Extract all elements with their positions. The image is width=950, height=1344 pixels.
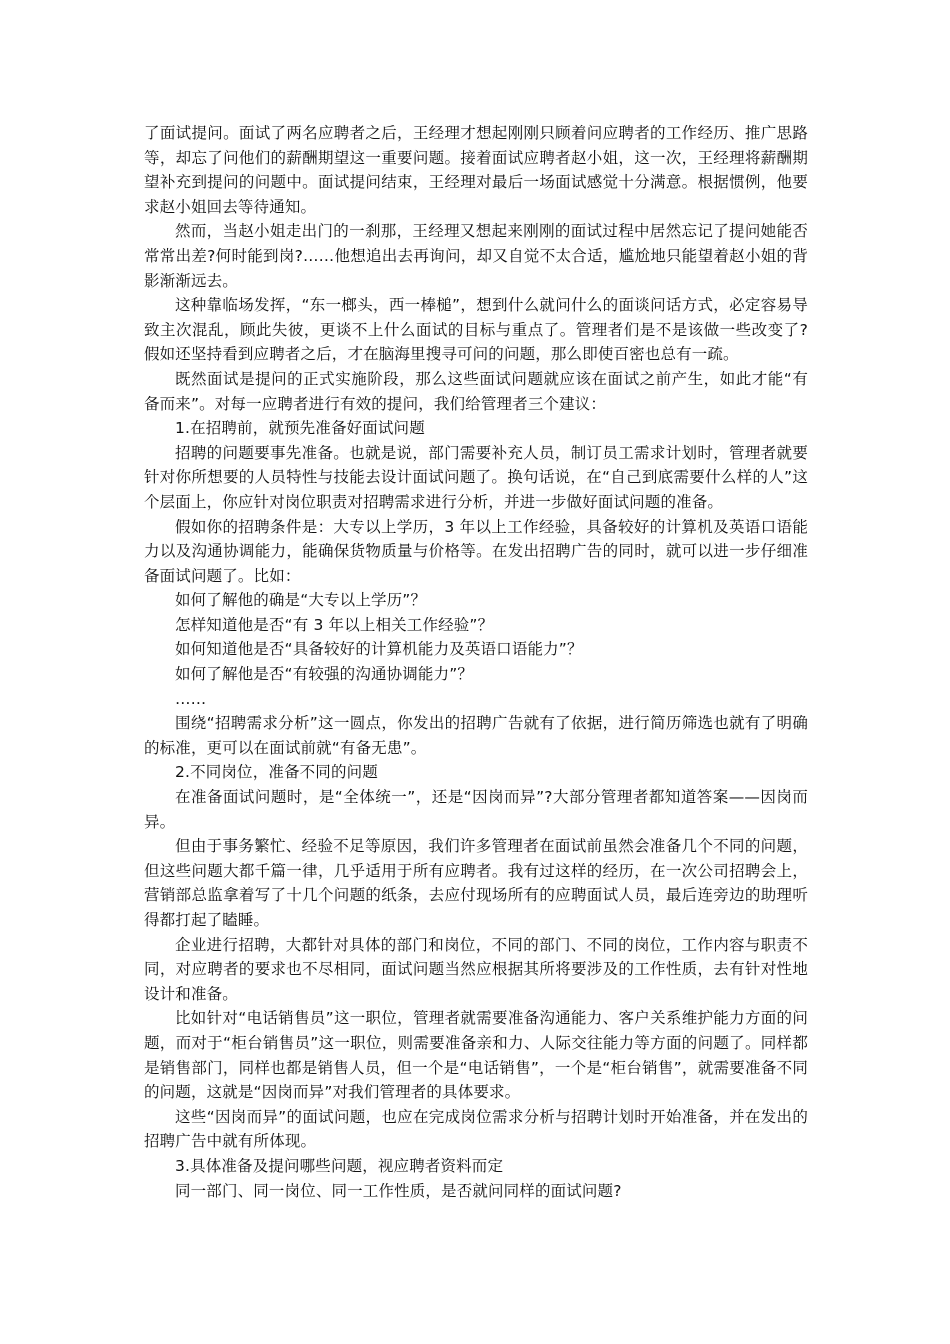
question-item: 如何了解他的确是“大专以上学历”？ <box>175 591 427 610</box>
section-heading: 3.具体准备及提问哪些问题，视应聘者资料而定 <box>175 1156 504 1175</box>
question-item: 怎样知道他是否“有 3 年以上相关工作经验”？ <box>175 615 494 634</box>
paragraph: 企业进行招聘，大都针对具体的部门和岗位，不同的部门、不同的岗位，工作内容与职责不同，对应聘者的要求也不尽相同，面试问题当然应根据其所将要涉及的工作性质，去有针对性地设计和准备。 <box>144 935 808 1003</box>
section-heading: 1.在招聘前，就预先准备好面试问题 <box>175 419 425 438</box>
paragraph: 了面试提问。面试了两名应聘者之后，王经理才想起刚刚只顾着问应聘者的工作经历、推广思路等，却忘了问他们的薪酬期望这一重要问题。接着面试应聘者赵小姐，这一次，王经理将薪酬期望补充到提问的问题中。面试提问结束，王经理对最后一场面试感觉十分满意。根据惯例，他要求赵小姐回去等待通知。 <box>144 124 808 216</box>
paragraph: 假如你的招聘条件是：大专以上学历，3 年以上工作经验，具备较好的计算机及英语口语能力以及沟通协调能力，能确保货物质量与价格等。在发出招聘广告的同时，就可以进一步仔细准备面试问题了。比如： <box>144 517 808 585</box>
paragraph: 招聘的问题要事先准备。也就是说，部门需要补充人员，制订员工需求计划时，管理者就要针对你所想要的人员特性与技能去设计面试问题了。换句话说，在“自己到底需要什么样的人”这个层面上，你应针对岗位职责对招聘需求进行分析，并进一步做好面试问题的准备。 <box>144 443 808 511</box>
document-page <box>144 121 808 1203</box>
question-item: 如何了解他是否“有较强的沟通协调能力”？ <box>175 665 474 684</box>
paragraph: 比如针对“电话销售员”这一职位，管理者就需要准备沟通能力、客户关系维护能力方面的问题，而对于“柜台销售员”这一职位，则需要准备亲和力、人际交往能力等方面的问题了。同样都是销售部门，同样也都是销售人员，但一个是“电话销售”，一个是“柜台销售”，就需要准备不同的问题，这就是“因岗而异”对我们管理者的具体要求。 <box>144 1009 808 1102</box>
paragraph: 但由于事务繁忙、经验不足等原因，我们许多管理者在面试前虽然会准备几个不同的问题，但这些问题大都千篇一律，几乎适用于所有应聘者。我有过这样的经历，在一次公司招聘会上，营销部总监拿着写了十几个问题的纸条，去应付现场所有的应聘面试人员，最后连旁边的助理听得都打起了瞌睡。 <box>144 837 808 929</box>
paragraph: 这些“因岗而异”的面试问题，也应在完成岗位需求分析与招聘计划时开始准备，并在发出的招聘广告中就有所体现。 <box>144 1107 808 1151</box>
paragraph: 既然面试是提问的正式实施阶段，那么这些面试问题就应该在面试之前产生，如此才能“有备而来”。对每一应聘者进行有效的提问，我们给管理者三个建议： <box>144 369 808 413</box>
question-item: 如何知道他是否“具备较好的计算机能力及英语口语能力”？ <box>175 640 583 659</box>
ellipsis-line: …… <box>175 689 207 708</box>
paragraph: 这种靠临场发挥，“东一榔头，西一棒槌”，想到什么就问什么的面谈问话方式，必定容易导致主次混乱，顾此失彼，更谈不上什么面试的目标与重点了。管理者们是不是该做一些改变了?假如还坚持看到应聘者之后，才在脑海里搜寻可问的问题，那么即使百密也总有一疏。 <box>144 296 808 364</box>
paragraph: 然而，当赵小姐走出门的一刹那，王经理又想起来刚刚的面试过程中居然忘记了提问她能否常常出差?何时能到岗?……他想追出去再询问，却又自觉不太合适，尴尬地只能望着赵小姐的背影渐渐远去。 <box>144 222 808 290</box>
paragraph: 围绕“招聘需求分析”这一圆点，你发出的招聘广告就有了依据，进行简历筛选也就有了明确的标准，更可以在面试前就“有备无患”。 <box>144 714 808 757</box>
paragraph: 同一部门、同一岗位、同一工作性质，是否就问同样的面试问题? <box>175 1181 622 1200</box>
section-heading: 2.不同岗位，准备不同的问题 <box>175 763 378 782</box>
paragraph: 在准备面试问题时，是“全体统一”，还是“因岗而异”?大部分管理者都知道答案——因岗而异。 <box>144 788 808 831</box>
